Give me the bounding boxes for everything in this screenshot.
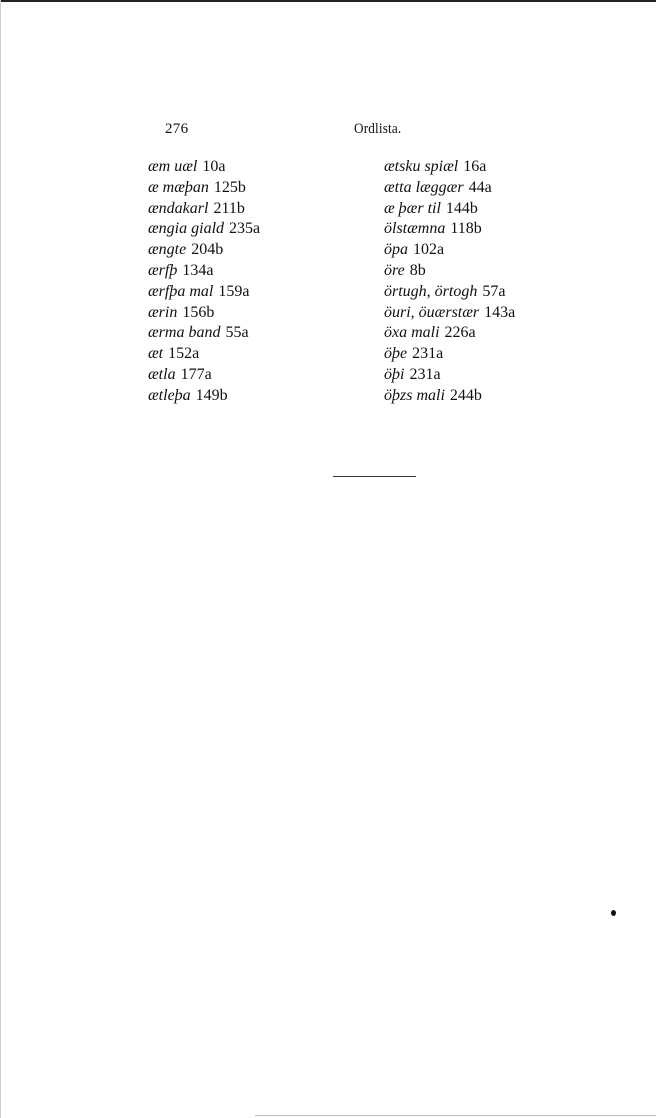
entry-word: öre (384, 261, 405, 279)
entry-word: æm uæl (148, 158, 198, 175)
glossary-entry (384, 282, 515, 303)
entry-reference: 231a (409, 365, 441, 383)
entry-word: öpa (384, 241, 408, 259)
entry-reference: 102a (413, 241, 445, 259)
entry-word: ölstæmna (384, 220, 446, 238)
glossary-entry (384, 323, 515, 344)
entry-reference: 244b (449, 386, 482, 404)
glossary-entry (384, 303, 515, 324)
glossary-entry (384, 344, 515, 365)
glossary-entry (148, 199, 260, 220)
glossary-entry (148, 323, 260, 344)
entry-word: æ mæþan (148, 178, 209, 196)
glossary-entry (148, 365, 260, 386)
entry-reference: 118b (450, 220, 482, 238)
entry-word: ængia giald (148, 220, 225, 238)
entry-reference: 152a (168, 345, 200, 363)
glossary-entry (384, 219, 515, 240)
glossary-entry (384, 199, 515, 220)
entry-reference: 204b (191, 241, 224, 259)
entry-reference: 16a (463, 158, 487, 175)
ink-speck (611, 910, 616, 916)
glossary-entry (148, 157, 260, 178)
entry-word: öuri, öuærstær (384, 303, 480, 321)
glossary-entry (148, 219, 260, 240)
entry-reference: 44a (468, 178, 492, 196)
entry-reference: 144b (445, 199, 478, 217)
entry-reference: 226a (444, 324, 476, 342)
entry-reference: 55a (225, 324, 249, 342)
entry-word: ætta læggær (384, 178, 464, 196)
entry-reference: 57a (482, 282, 506, 300)
glossary-column-left (148, 157, 260, 407)
entry-word: æt (148, 345, 164, 363)
left-edge-line (0, 0, 1, 1118)
entry-word: örtugh, örtogh (384, 282, 478, 300)
entry-word: ætleþa (148, 386, 191, 404)
entry-reference: 143a (484, 303, 516, 321)
entry-reference: 149b (195, 386, 228, 404)
entry-word: öxa mali (384, 324, 440, 342)
page-number: 276 (165, 121, 189, 137)
section-end-rule (333, 476, 416, 477)
glossary-entry (384, 261, 515, 282)
glossary-entry (148, 282, 260, 303)
glossary-entry (148, 344, 260, 365)
glossary-entry (148, 261, 260, 282)
glossary-entry (384, 240, 515, 261)
glossary-entry (148, 386, 260, 407)
entry-word: ætla (148, 365, 176, 383)
entry-word: ængte (148, 241, 187, 259)
glossary-entry (384, 157, 515, 178)
entry-reference: 134a (182, 261, 214, 279)
entry-word: öþi (384, 365, 405, 383)
glossary-entry (384, 178, 515, 199)
bottom-edge-line (255, 1115, 656, 1116)
entry-reference: 10a (202, 158, 226, 175)
entry-reference: 125b (213, 178, 246, 196)
glossary-entry (148, 178, 260, 199)
entry-word: öþzs mali (384, 386, 445, 404)
entry-reference: 8b (409, 261, 426, 279)
glossary-column-right (384, 157, 515, 407)
entry-word: æ þær til (384, 199, 441, 217)
glossary-entry (148, 303, 260, 324)
entry-reference: 235a (229, 220, 261, 238)
entry-word: ætsku spiæl (384, 158, 459, 175)
entry-word: ærfþ (148, 261, 178, 279)
top-edge-line (0, 0, 656, 2)
entry-reference: 156b (182, 303, 215, 321)
glossary-entry (384, 386, 515, 407)
running-head: Ordlista. (354, 121, 402, 137)
glossary-entry (384, 365, 515, 386)
entry-reference: 177a (180, 365, 212, 383)
entry-word: ændakarl (148, 199, 209, 217)
entry-reference: 211b (213, 199, 245, 217)
entry-word: ærfþa mal (148, 282, 214, 300)
entry-word: öþe (384, 345, 408, 363)
entry-word: ærma band (148, 324, 221, 342)
entry-reference: 159a (218, 282, 250, 300)
entry-word: ærin (148, 303, 178, 321)
glossary-entry (148, 240, 260, 261)
entry-reference: 231a (412, 345, 444, 363)
